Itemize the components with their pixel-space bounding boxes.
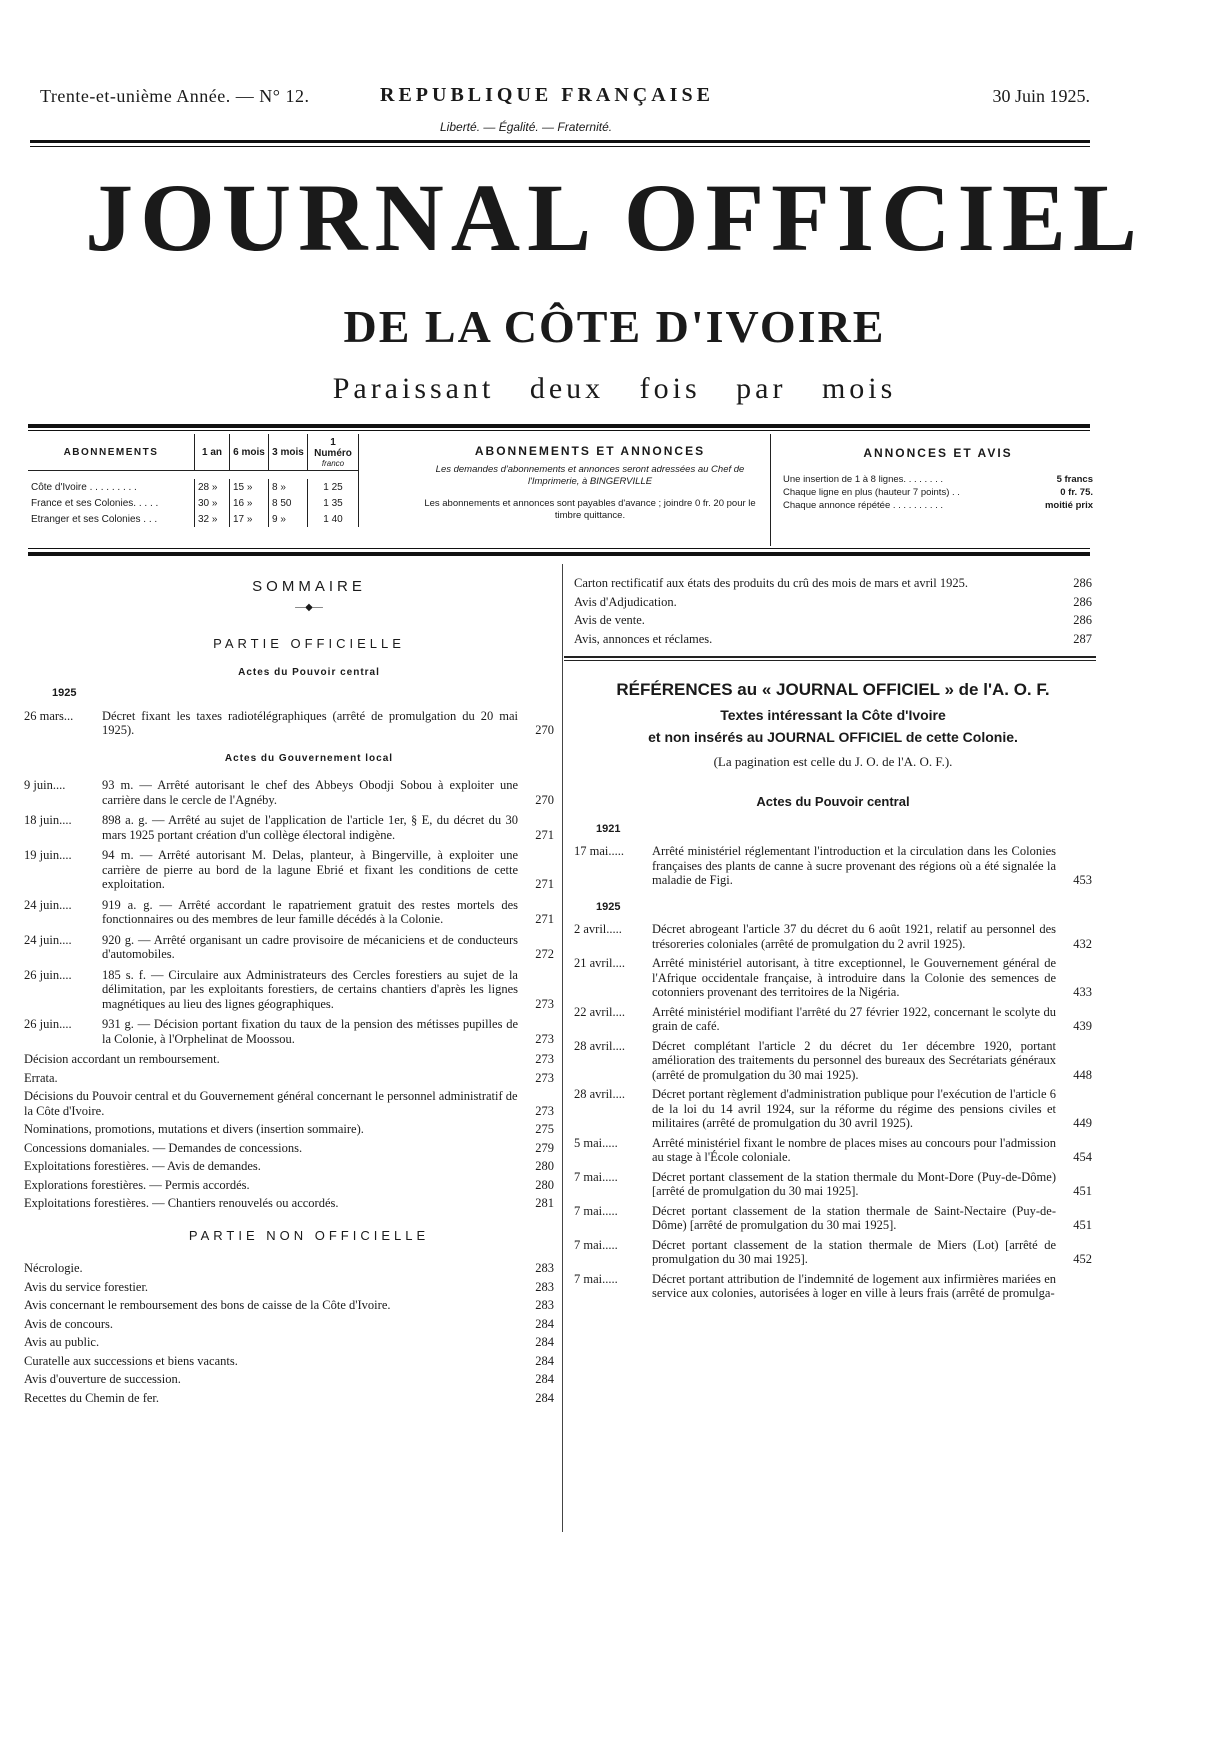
year-heading: 1925: [52, 687, 77, 699]
line-page: 280: [535, 1159, 554, 1173]
publication-frequency: Paraissant deux fois par mois: [332, 372, 897, 405]
line-page: 279: [535, 1140, 554, 1155]
box-bottom-rule: [28, 552, 1090, 556]
reference-entry: [574, 1136, 1092, 1165]
rates-6mois: 16 »: [230, 495, 269, 511]
sommaire-line: [24, 1122, 554, 1137]
entry-date: 28 avril....: [574, 1038, 626, 1053]
entry-date: 19 juin....: [24, 848, 72, 862]
references-column: [574, 576, 1092, 1306]
sommaire-line: [574, 631, 1092, 647]
subscription-rates-table: [28, 434, 359, 527]
line-text: Avis, annonces et réclames.: [574, 631, 713, 646]
rates-header-3mois: 3 mois: [269, 434, 308, 471]
line-page: 286: [1073, 576, 1092, 590]
entry-text: Décret portant règlement d'administration publique pour l'exécution de l'article 6 de la loi du 14 avril 1924, sur la réforme du régime des pensions civiles et militaires (arrêté de promulgation du 30 avril 1925).: [652, 1087, 1056, 1130]
partie-non-officielle-heading: PARTIE NON OFFICIELLE: [188, 1227, 430, 1243]
line-text: Avis du service forestier.: [24, 1279, 149, 1294]
entry-page: 271: [535, 877, 554, 891]
sommaire-line: [24, 1372, 554, 1387]
entry-text: Arrêté ministériel réglementant l'introduction et la circulation dans les Colonies françaises des plants de canne à sucre provenant des régions où a été signalée la maladie de Figi.: [652, 844, 1056, 887]
entry-page: 270: [535, 723, 554, 737]
entry-page: 270: [535, 792, 554, 807]
announcement-rate-value: 5 francs: [1056, 474, 1093, 485]
rates-header-row: [28, 434, 359, 471]
sommaire-entry: [24, 848, 554, 892]
entry-date: 22 avril....: [574, 1004, 626, 1019]
rates-header-abonnements: ABONNEMENTS: [28, 434, 195, 471]
references-title: RÉFÉRENCES au « JOURNAL OFFICIEL » de l'A. O. F.: [616, 680, 1050, 699]
rates-row: [28, 495, 359, 511]
rates-3mois: 9 »: [269, 511, 308, 527]
sommaire-line: [24, 1316, 554, 1332]
rates-3mois: 8 50: [269, 495, 308, 511]
line-text: Nominations, promotions, mutations et divers (insertion sommaire).: [24, 1122, 364, 1136]
announcements-box: [783, 434, 1093, 546]
line-page: 283: [535, 1261, 554, 1275]
line-page: 283: [535, 1279, 554, 1294]
entry-text: 93 m. — Arrêté autorisant le chef des Abbeys Obodji Sobou à exploiter une carrière dans le cercle de l'Agnéby.: [102, 778, 518, 807]
subscriptions-announcements-title: ABONNEMENTS ET ANNONCES: [474, 444, 706, 458]
line-page: 280: [535, 1177, 554, 1192]
entry-text: Décret abrogeant l'article 37 du décret du 6 août 1921, relatif au personnel des trésoreries coloniales (arrêté de promulgation du 2 avril 1925).: [652, 922, 1056, 951]
entry-text: Décret complétant l'article 2 du décret du 1er décembre 1920, portant amélioration des traitements du personnel des bureaux des Secrétariats généraux (arrêté de promulgation du 30 mai 1925).: [652, 1038, 1056, 1082]
line-text: Curatelle aux successions et biens vacants.: [24, 1353, 238, 1368]
entry-text: Arrêté ministériel modifiant l'arrêté du 27 février 1922, concernant le scolyte du grain de café.: [652, 1004, 1056, 1033]
line-page: 286: [1073, 613, 1092, 627]
entry-text: 919 a. g. — Arrêté accordant le rapatriement gratuit des restes mortels des fonctionnaires ou des membres de leur famille décédés à la Colonie.: [102, 897, 518, 926]
sommaire-line: [574, 613, 1092, 628]
reference-entry: [574, 1238, 1092, 1267]
issue-date: 30 Juin 1925.: [992, 86, 1090, 106]
line-text: Avis de vente.: [574, 613, 645, 627]
entry-text: Décret portant classement de la station thermale du Mont-Dore (Puy-de-Dôme) [arrêté de promulgation du 30 mai 1925].: [652, 1169, 1056, 1198]
announcement-rate-label: Une insertion de 1 à 8 lignes. . . . . . . .: [783, 474, 944, 485]
actes-pouvoir-heading-right: Actes du Pouvoir central: [756, 794, 910, 809]
entry-text: Décret fixant les taxes radiotélégraphiques (arrêté de promulgation du 20 mai 1925).: [102, 708, 518, 737]
rates-6mois: 15 »: [230, 479, 269, 495]
rates-6mois: 17 »: [230, 511, 269, 527]
rates-numero: 1 40: [308, 511, 359, 527]
rates-region: France et ses Colonies. . . . .: [28, 495, 195, 511]
entry-page: 432: [1073, 936, 1092, 951]
rates-header-numero-label: 1 Numéro: [314, 436, 352, 459]
entry-date: 5 mai.....: [574, 1135, 618, 1150]
entry-date: 28 avril....: [574, 1087, 626, 1101]
sommaire-line: [574, 594, 1092, 610]
entry-page: 449: [1073, 1116, 1092, 1130]
republic-title: REPUBLIQUE FRANÇAISE: [380, 84, 714, 106]
column-divider: [562, 564, 563, 1534]
entry-text: 94 m. — Arrêté autorisant M. Delas, planteur, à Bingerville, à exploiter une carrière de pierre au bord de la lagune Ebrié et fixant les conditions de cette exploitation.: [102, 848, 518, 891]
line-page: 273: [535, 1103, 554, 1118]
box-top-rule-thin: [28, 430, 1090, 431]
sommaire-line: [24, 1279, 554, 1295]
sommaire-entry: [24, 898, 554, 927]
entry-text: 920 g. — Arrêté organisant un cadre provisoire de mécaniciens et de conducteurs d'automobiles.: [102, 932, 518, 961]
announcement-rate-row: [783, 487, 1093, 500]
reference-entry: [574, 1272, 1092, 1301]
rates-region: Côte d'Ivoire . . . . . . . . .: [28, 479, 195, 495]
actes-pouvoir-heading: Actes du Pouvoir central: [238, 666, 380, 678]
reference-entry: [574, 1170, 1092, 1199]
entry-text: 931 g. — Décision portant fixation du taux de la pension des métisses pupilles de la Colonie, à l'Orphelinat de Moossou.: [102, 1017, 518, 1046]
line-page: 284: [535, 1353, 554, 1368]
rates-header-1an: 1 an: [195, 434, 230, 471]
line-text: Décision accordant un remboursement.: [24, 1052, 220, 1066]
sommaire-line: [24, 1070, 554, 1086]
sommaire-entry: [24, 1017, 554, 1046]
references-subtitle-1: Textes intéressant la Côte d'Ivoire: [720, 706, 946, 723]
line-text: Avis de concours.: [24, 1316, 113, 1331]
entry-date: 24 juin....: [24, 897, 72, 912]
subscription-box: [28, 434, 1093, 546]
masthead-title: JOURNAL OFFICIEL: [85, 164, 1144, 271]
year-heading: 1921: [596, 822, 621, 835]
rates-region: Etranger et ses Colonies . . .: [28, 511, 195, 527]
line-text: Nécrologie.: [24, 1261, 83, 1275]
line-text: Décisions du Pouvoir central et du Gouvernement général concernant le personnel administratif de la Côte d'Ivoire.: [24, 1089, 518, 1118]
entry-date: 9 juin....: [24, 778, 66, 792]
year-heading: 1925: [596, 900, 621, 913]
sommaire-line: [24, 1261, 554, 1276]
sommaire-column: [24, 580, 554, 1409]
sommaire-line: [24, 1335, 554, 1350]
entry-date: 7 mai.....: [574, 1237, 618, 1252]
sommaire-line: [24, 1298, 554, 1313]
announcement-rate-value: 0 fr. 75.: [1060, 487, 1093, 498]
reference-entry: [574, 1087, 1092, 1131]
sommaire-line: [24, 1353, 554, 1369]
entry-text: Décret portant classement de la station thermale de Miers (Lot) [arrêté de promulgation du 30 mai 1925].: [652, 1237, 1056, 1266]
sommaire-line: [24, 1177, 554, 1193]
line-page: 275: [535, 1122, 554, 1136]
partie-officielle-heading: PARTIE OFFICIELLE: [213, 636, 405, 651]
references-subtitle-2: et non insérés au JOURNAL OFFICIEL de cette Colonie.: [648, 729, 1018, 745]
entry-date: 26 juin....: [24, 1017, 72, 1031]
reference-entry: [574, 922, 1092, 951]
announcements-title: ANNONCES ET AVIS: [863, 446, 1013, 460]
diamond-ornament: —◆—: [295, 601, 323, 613]
page-bottom-blank: [0, 1532, 1229, 1742]
entry-date: 7 mai.....: [574, 1271, 618, 1286]
line-text: Recettes du Chemin de fer.: [24, 1390, 160, 1405]
rates-row: [28, 511, 359, 527]
entry-page: 451: [1073, 1218, 1092, 1232]
sommaire-line: [24, 1140, 554, 1156]
subscriptions-announcements-box: [410, 434, 771, 546]
entry-text: Arrêté ministériel autorisant, à titre exceptionnel, le Gouvernement général de l'Afrique occidentale française, à introduire dans la Colonie des semences de cotonniers provenant des territoires de la Nigéria.: [652, 956, 1056, 999]
entry-date: 26 mars...: [24, 708, 74, 723]
sommaire-line: [574, 576, 1092, 591]
entry-page: 273: [535, 996, 554, 1011]
line-text: Avis au public.: [24, 1335, 100, 1349]
line-page: 284: [535, 1316, 554, 1331]
reference-entry: [574, 1005, 1092, 1034]
masthead-subtitle: DE LA CÔTE D'IVOIRE: [343, 301, 886, 352]
rates-header-numero: [308, 434, 359, 471]
line-page: 273: [535, 1070, 554, 1085]
entry-date: 18 juin....: [24, 813, 72, 827]
line-page: 286: [1073, 594, 1092, 609]
entry-page: 271: [535, 912, 554, 926]
sommaire-line: [24, 1159, 554, 1174]
entry-page: 452: [1073, 1252, 1092, 1266]
entry-page: 273: [535, 1031, 554, 1046]
announcement-rate-row: [783, 474, 1093, 487]
line-page: 284: [535, 1335, 554, 1349]
line-page: 284: [535, 1372, 554, 1386]
motto: Liberté. — Égalité. — Fraternité.: [440, 120, 613, 134]
entry-page: 433: [1073, 985, 1092, 999]
line-page: 287: [1073, 631, 1092, 646]
header-rule-thin: [30, 146, 1090, 147]
box-top-rule: [28, 424, 1090, 428]
rates-numero: 1 35: [308, 495, 359, 511]
line-text: Explorations forestières. — Permis accordés.: [24, 1177, 250, 1192]
line-page: 281: [535, 1196, 554, 1210]
line-page: 283: [535, 1298, 554, 1312]
subscriptions-payment-text: Les abonnements et annonces sont payables d'avance ; joindre 0 fr. 20 pour le timbre quittance.: [424, 498, 756, 521]
pagination-note: (La pagination est celle du J. O. de l'A. O. F.).: [713, 753, 953, 769]
issue-line: Trente-et-unième Année. — N° 12.: [40, 86, 310, 106]
entry-page: 453: [1073, 873, 1092, 887]
sommaire-entry: [24, 813, 554, 842]
sommaire-entry: [24, 933, 554, 962]
sommaire-entry: [24, 778, 554, 807]
reference-entry: [574, 1204, 1092, 1233]
entry-page: 448: [1073, 1067, 1092, 1082]
header-top-row: [40, 86, 1090, 110]
entry-text: Décret portant attribution de l'indemnité de logement aux infirmières mariées en service aux colonies, autorisées à loger en ville à leurs frais (arrêté de promulga-: [652, 1271, 1056, 1300]
rates-1an: 28 »: [195, 479, 230, 495]
entry-page: 451: [1073, 1184, 1092, 1198]
line-page: 273: [535, 1052, 554, 1066]
rates-header-franco: franco: [321, 458, 345, 468]
entry-date: 24 juin....: [24, 932, 72, 947]
entry-page: 439: [1073, 1019, 1092, 1033]
line-text: Avis d'ouverture de succession.: [24, 1372, 181, 1386]
actes-gouvernement-heading: Actes du Gouvernement local: [224, 752, 394, 764]
entry-date: 26 juin....: [24, 967, 72, 982]
entry-text: Décret portant classement de la station thermale de Saint-Nectaire (Puy-de-Dôme) [arrêté de promulgation du 30 mai 1925].: [652, 1203, 1056, 1232]
reference-entry: [574, 956, 1092, 1000]
line-text: Exploitations forestières. — Chantiers renouvelés ou accordés.: [24, 1196, 339, 1210]
sommaire-entry: [24, 968, 554, 1012]
box-bottom-rule-thin: [28, 548, 1090, 549]
announcement-rate-value: moitié prix: [1044, 500, 1093, 511]
rates-header-6mois: 6 mois: [230, 434, 269, 471]
reference-entry: [574, 844, 1092, 888]
subscriptions-address-text: Les demandes d'abonnements et annonces seront adressées au Chef de l'Imprimerie, à BINGERVILLE: [435, 464, 745, 487]
rates-1an: 32 »: [195, 511, 230, 527]
entry-text: 898 a. g. — Arrêté au sujet de l'application de l'article 1er, § E, du décret du 30 mars 1925 portant création d'un collège électoral indigène.: [102, 813, 518, 842]
line-text: Errata.: [24, 1070, 58, 1085]
header-rule: [30, 140, 1090, 143]
entry-date: 2 avril.....: [574, 922, 622, 936]
sommaire-line: [24, 1052, 554, 1067]
sommaire-line: [24, 1390, 554, 1406]
line-text: Avis concernant le remboursement des bons de caisse de la Côte d'Ivoire.: [24, 1298, 391, 1312]
entry-page: 272: [535, 947, 554, 961]
sommaire-line: [24, 1089, 554, 1118]
entry-date: 7 mai.....: [574, 1169, 618, 1184]
rates-row: [28, 479, 359, 495]
line-text: Concessions domaniales. — Demandes de concessions.: [24, 1140, 303, 1155]
rates-numero: 1 25: [308, 479, 359, 495]
announcement-rate-label: Chaque annonce répétée . . . . . . . . . .: [783, 500, 944, 511]
entry-date: 7 mai.....: [574, 1203, 618, 1218]
sommaire-title: SOMMAIRE: [252, 578, 366, 595]
line-text: Carton rectificatif aux états des produits du crû des mois de mars et avril 1925.: [574, 576, 968, 590]
announcement-rate-row: [783, 500, 1093, 513]
line-text: Exploitations forestières. — Avis de demandes.: [24, 1159, 261, 1173]
line-text: Avis d'Adjudication.: [574, 594, 677, 609]
announcement-rate-label: Chaque ligne en plus (hauteur 7 points) . .: [783, 487, 960, 498]
entry-page: 454: [1073, 1150, 1092, 1164]
entry-date: 17 mai.....: [574, 844, 624, 858]
entry-page: 271: [535, 827, 554, 842]
entry-text: 185 s. f. — Circulaire aux Administrateurs des Cercles forestiers au sujet de la délimitation, par les exploitants forestiers, de certains chantiers d'après les lignes magnétiques au lieu des lignes géographiques.: [102, 967, 518, 1011]
entry-date: 21 avril....: [574, 956, 626, 970]
sommaire-line: [24, 1196, 554, 1211]
sommaire-entry: [24, 709, 554, 738]
reference-entry: [574, 1039, 1092, 1083]
rates-3mois: 8 »: [269, 479, 308, 495]
entry-text: Arrêté ministériel fixant le nombre de places mises au concours pour l'admission au stage à l'École coloniale.: [652, 1135, 1056, 1164]
line-page: 284: [535, 1390, 554, 1405]
rates-1an: 30 »: [195, 495, 230, 511]
